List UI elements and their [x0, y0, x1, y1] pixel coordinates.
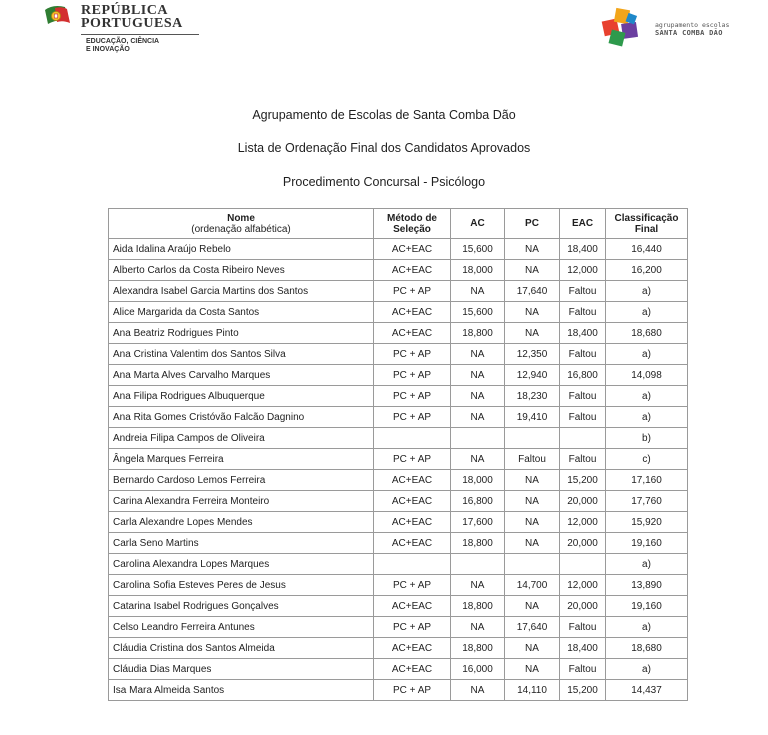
- cell-metodo: AC+EAC: [374, 512, 451, 533]
- cell-nome: Catarina Isabel Rodrigues Gonçalves: [109, 596, 374, 617]
- ministry-line-1: EDUCAÇÃO, CIÊNCIA: [86, 38, 160, 45]
- school-logo-text: [655, 21, 729, 37]
- table-row: [109, 365, 688, 386]
- cell-classificacao: 17,160: [606, 470, 688, 491]
- cell-ac: NA: [451, 449, 505, 470]
- list-title: Lista de Ordenação Final dos Candidatos Aprovados: [237, 141, 531, 155]
- cell-nome: Carina Alexandra Ferreira Monteiro: [109, 491, 374, 512]
- table-row: [109, 344, 688, 365]
- table-row: [109, 512, 688, 533]
- cell-nome: Carolina Alexandra Lopes Marques: [109, 554, 374, 575]
- cell-nome: Alexandra Isabel Garcia Martins dos Santos: [109, 281, 374, 302]
- column-header-ac: AC: [451, 209, 505, 239]
- table-header-row: [109, 209, 688, 239]
- cell-pc: NA: [505, 260, 560, 281]
- table-row: [109, 281, 688, 302]
- agrupamento-escolas-logo: [600, 6, 750, 48]
- candidates-table: [108, 208, 688, 701]
- cell-eac: 20,000: [560, 596, 606, 617]
- cell-pc: NA: [505, 302, 560, 323]
- column-nome-label: Nome: [227, 212, 255, 224]
- cell-metodo: AC+EAC: [374, 638, 451, 659]
- cell-pc: 12,940: [505, 365, 560, 386]
- ministry-text: [86, 38, 159, 54]
- cell-nome: Alberto Carlos da Costa Ribeiro Neves: [109, 260, 374, 281]
- cell-ac: NA: [451, 386, 505, 407]
- cell-ac: NA: [451, 617, 505, 638]
- cell-metodo: PC + AP: [374, 680, 451, 701]
- cell-pc: NA: [505, 638, 560, 659]
- cell-nome: Ana Beatriz Rodrigues Pinto: [109, 323, 374, 344]
- cell-eac: Faltou: [560, 302, 606, 323]
- cell-pc: NA: [505, 323, 560, 344]
- table-body: [109, 239, 688, 701]
- cell-classificacao: 16,440: [606, 239, 688, 260]
- cell-pc: 17,640: [505, 281, 560, 302]
- cell-ac: 17,600: [451, 512, 505, 533]
- cell-metodo: AC+EAC: [374, 260, 451, 281]
- cell-classificacao: 19,160: [606, 533, 688, 554]
- cell-pc: 12,350: [505, 344, 560, 365]
- cell-classificacao: 14,098: [606, 365, 688, 386]
- cell-eac: Faltou: [560, 449, 606, 470]
- cell-eac: 16,800: [560, 365, 606, 386]
- republica-portuguesa-logo: [43, 4, 203, 56]
- table-row: [109, 239, 688, 260]
- cell-eac: 15,200: [560, 680, 606, 701]
- cell-eac: 18,400: [560, 239, 606, 260]
- table-row: [109, 491, 688, 512]
- cell-classificacao: 17,760: [606, 491, 688, 512]
- cell-ac: NA: [451, 344, 505, 365]
- cell-ac: NA: [451, 575, 505, 596]
- cell-eac: [560, 554, 606, 575]
- cell-ac: 15,600: [451, 302, 505, 323]
- table-row: [109, 407, 688, 428]
- cell-ac: 18,800: [451, 638, 505, 659]
- cell-eac: Faltou: [560, 344, 606, 365]
- school-logo-line-2: SANTA COMBA DÃO: [655, 29, 723, 37]
- table-row: [109, 659, 688, 680]
- column-metodo-label-2: Seleção: [393, 223, 431, 235]
- column-header-nome: [109, 209, 374, 239]
- cell-nome: Ana Filipa Rodrigues Albuquerque: [109, 386, 374, 407]
- cell-pc: Faltou: [505, 449, 560, 470]
- table-row: [109, 680, 688, 701]
- cell-pc: [505, 554, 560, 575]
- cell-nome: Cláudia Dias Marques: [109, 659, 374, 680]
- cell-pc: NA: [505, 239, 560, 260]
- cell-classificacao: a): [606, 617, 688, 638]
- cell-ac: 18,000: [451, 470, 505, 491]
- table-row: [109, 449, 688, 470]
- cell-metodo: PC + AP: [374, 365, 451, 386]
- column-header-eac: EAC: [560, 209, 606, 239]
- cell-ac: 18,800: [451, 323, 505, 344]
- table-row: [109, 323, 688, 344]
- cell-classificacao: a): [606, 407, 688, 428]
- gov-line-2: PORTUGUESA: [81, 16, 183, 31]
- school-title: Agrupamento de Escolas de Santa Comba Dão: [252, 108, 516, 122]
- header-divider: [81, 34, 199, 35]
- cell-metodo: AC+EAC: [374, 302, 451, 323]
- procedure-title: Procedimento Concursal - Psicólogo: [282, 175, 486, 189]
- cell-eac: 18,400: [560, 323, 606, 344]
- cell-pc: 17,640: [505, 617, 560, 638]
- cell-classificacao: a): [606, 659, 688, 680]
- cell-nome: Aida Idalina Araújo Rebelo: [109, 239, 374, 260]
- cell-classificacao: 13,890: [606, 575, 688, 596]
- cell-classificacao: 19,160: [606, 596, 688, 617]
- cell-nome: Ana Rita Gomes Cristóvão Falcão Dagnino: [109, 407, 374, 428]
- cell-metodo: PC + AP: [374, 386, 451, 407]
- ministry-line-2: E INOVAÇÃO: [86, 46, 130, 53]
- cell-nome: Carla Alexandre Lopes Mendes: [109, 512, 374, 533]
- table-row: [109, 470, 688, 491]
- cell-pc: 14,110: [505, 680, 560, 701]
- cell-ac: 18,000: [451, 260, 505, 281]
- cell-eac: 12,000: [560, 260, 606, 281]
- cell-nome: Ana Marta Alves Carvalho Marques: [109, 365, 374, 386]
- cell-classificacao: c): [606, 449, 688, 470]
- cell-metodo: AC+EAC: [374, 323, 451, 344]
- cell-ac: 16,000: [451, 659, 505, 680]
- column-classificacao-label-1: Classificação: [614, 212, 679, 224]
- cell-eac: [560, 428, 606, 449]
- column-nome-sublabel: (ordenação alfabética): [191, 223, 291, 235]
- column-classificacao-label-2: Final: [634, 223, 659, 235]
- cell-metodo: PC + AP: [374, 449, 451, 470]
- column-header-classificacao: [606, 209, 688, 239]
- table-row: [109, 638, 688, 659]
- cell-eac: Faltou: [560, 281, 606, 302]
- cell-classificacao: a): [606, 302, 688, 323]
- column-header-pc: PC: [505, 209, 560, 239]
- cell-classificacao: 14,437: [606, 680, 688, 701]
- cell-ac: NA: [451, 680, 505, 701]
- cell-metodo: AC+EAC: [374, 491, 451, 512]
- cell-nome: Carolina Sofia Esteves Peres de Jesus: [109, 575, 374, 596]
- gov-line-1: REPÚBLICA: [81, 3, 168, 18]
- cell-metodo: PC + AP: [374, 617, 451, 638]
- school-logo-icon: [600, 6, 644, 48]
- cell-pc: NA: [505, 596, 560, 617]
- cell-pc: NA: [505, 512, 560, 533]
- cell-nome: Ângela Marques Ferreira: [109, 449, 374, 470]
- column-header-metodo: [374, 209, 451, 239]
- cell-metodo: [374, 428, 451, 449]
- table-row: [109, 575, 688, 596]
- table-row: [109, 533, 688, 554]
- cell-pc: 18,230: [505, 386, 560, 407]
- cell-eac: Faltou: [560, 617, 606, 638]
- cell-eac: 20,000: [560, 533, 606, 554]
- cell-metodo: AC+EAC: [374, 470, 451, 491]
- cell-nome: Andreia Filipa Campos de Oliveira: [109, 428, 374, 449]
- cell-nome: Ana Cristina Valentim dos Santos Silva: [109, 344, 374, 365]
- cell-metodo: [374, 554, 451, 575]
- cell-eac: Faltou: [560, 407, 606, 428]
- cell-nome: Alice Margarida da Costa Santos: [109, 302, 374, 323]
- cell-nome: Celso Leandro Ferreira Antunes: [109, 617, 374, 638]
- cell-pc: NA: [505, 491, 560, 512]
- cell-ac: 18,800: [451, 596, 505, 617]
- cell-classificacao: a): [606, 281, 688, 302]
- cell-eac: 20,000: [560, 491, 606, 512]
- cell-metodo: PC + AP: [374, 407, 451, 428]
- table-row: [109, 260, 688, 281]
- cell-classificacao: b): [606, 428, 688, 449]
- cell-nome: Carla Seno Martins: [109, 533, 374, 554]
- school-logo-line-1: agrupamento escolas: [655, 21, 730, 29]
- cell-ac: [451, 428, 505, 449]
- cell-eac: 12,000: [560, 575, 606, 596]
- cell-metodo: PC + AP: [374, 575, 451, 596]
- cell-eac: 18,400: [560, 638, 606, 659]
- cell-nome: Isa Mara Almeida Santos: [109, 680, 374, 701]
- table-row: [109, 617, 688, 638]
- cell-ac: [451, 554, 505, 575]
- cell-classificacao: 16,200: [606, 260, 688, 281]
- cell-eac: Faltou: [560, 659, 606, 680]
- cell-classificacao: a): [606, 386, 688, 407]
- table-row: [109, 554, 688, 575]
- cell-pc: 19,410: [505, 407, 560, 428]
- cell-classificacao: 18,680: [606, 638, 688, 659]
- cell-classificacao: a): [606, 344, 688, 365]
- cell-ac: 16,800: [451, 491, 505, 512]
- cell-nome: Bernardo Cardoso Lemos Ferreira: [109, 470, 374, 491]
- republica-portuguesa-text: [81, 4, 183, 30]
- cell-eac: Faltou: [560, 386, 606, 407]
- cell-metodo: AC+EAC: [374, 533, 451, 554]
- cell-pc: NA: [505, 470, 560, 491]
- cell-ac: 15,600: [451, 239, 505, 260]
- cell-pc: NA: [505, 533, 560, 554]
- cell-classificacao: a): [606, 554, 688, 575]
- cell-ac: NA: [451, 407, 505, 428]
- cell-metodo: PC + AP: [374, 281, 451, 302]
- cell-pc: NA: [505, 659, 560, 680]
- table-row: [109, 386, 688, 407]
- cell-classificacao: 18,680: [606, 323, 688, 344]
- cell-ac: 18,800: [451, 533, 505, 554]
- cell-pc: 14,700: [505, 575, 560, 596]
- cell-ac: NA: [451, 365, 505, 386]
- cell-ac: NA: [451, 281, 505, 302]
- cell-metodo: AC+EAC: [374, 239, 451, 260]
- table-row: [109, 428, 688, 449]
- cell-metodo: AC+EAC: [374, 596, 451, 617]
- cell-classificacao: 15,920: [606, 512, 688, 533]
- cell-eac: 12,000: [560, 512, 606, 533]
- portugal-emblem-icon: [43, 4, 73, 30]
- cell-eac: 15,200: [560, 470, 606, 491]
- cell-metodo: PC + AP: [374, 344, 451, 365]
- cell-metodo: AC+EAC: [374, 659, 451, 680]
- cell-pc: [505, 428, 560, 449]
- table-row: [109, 596, 688, 617]
- cell-nome: Cláudia Cristina dos Santos Almeida: [109, 638, 374, 659]
- table-row: [109, 302, 688, 323]
- column-metodo-label-1: Método de: [387, 212, 437, 224]
